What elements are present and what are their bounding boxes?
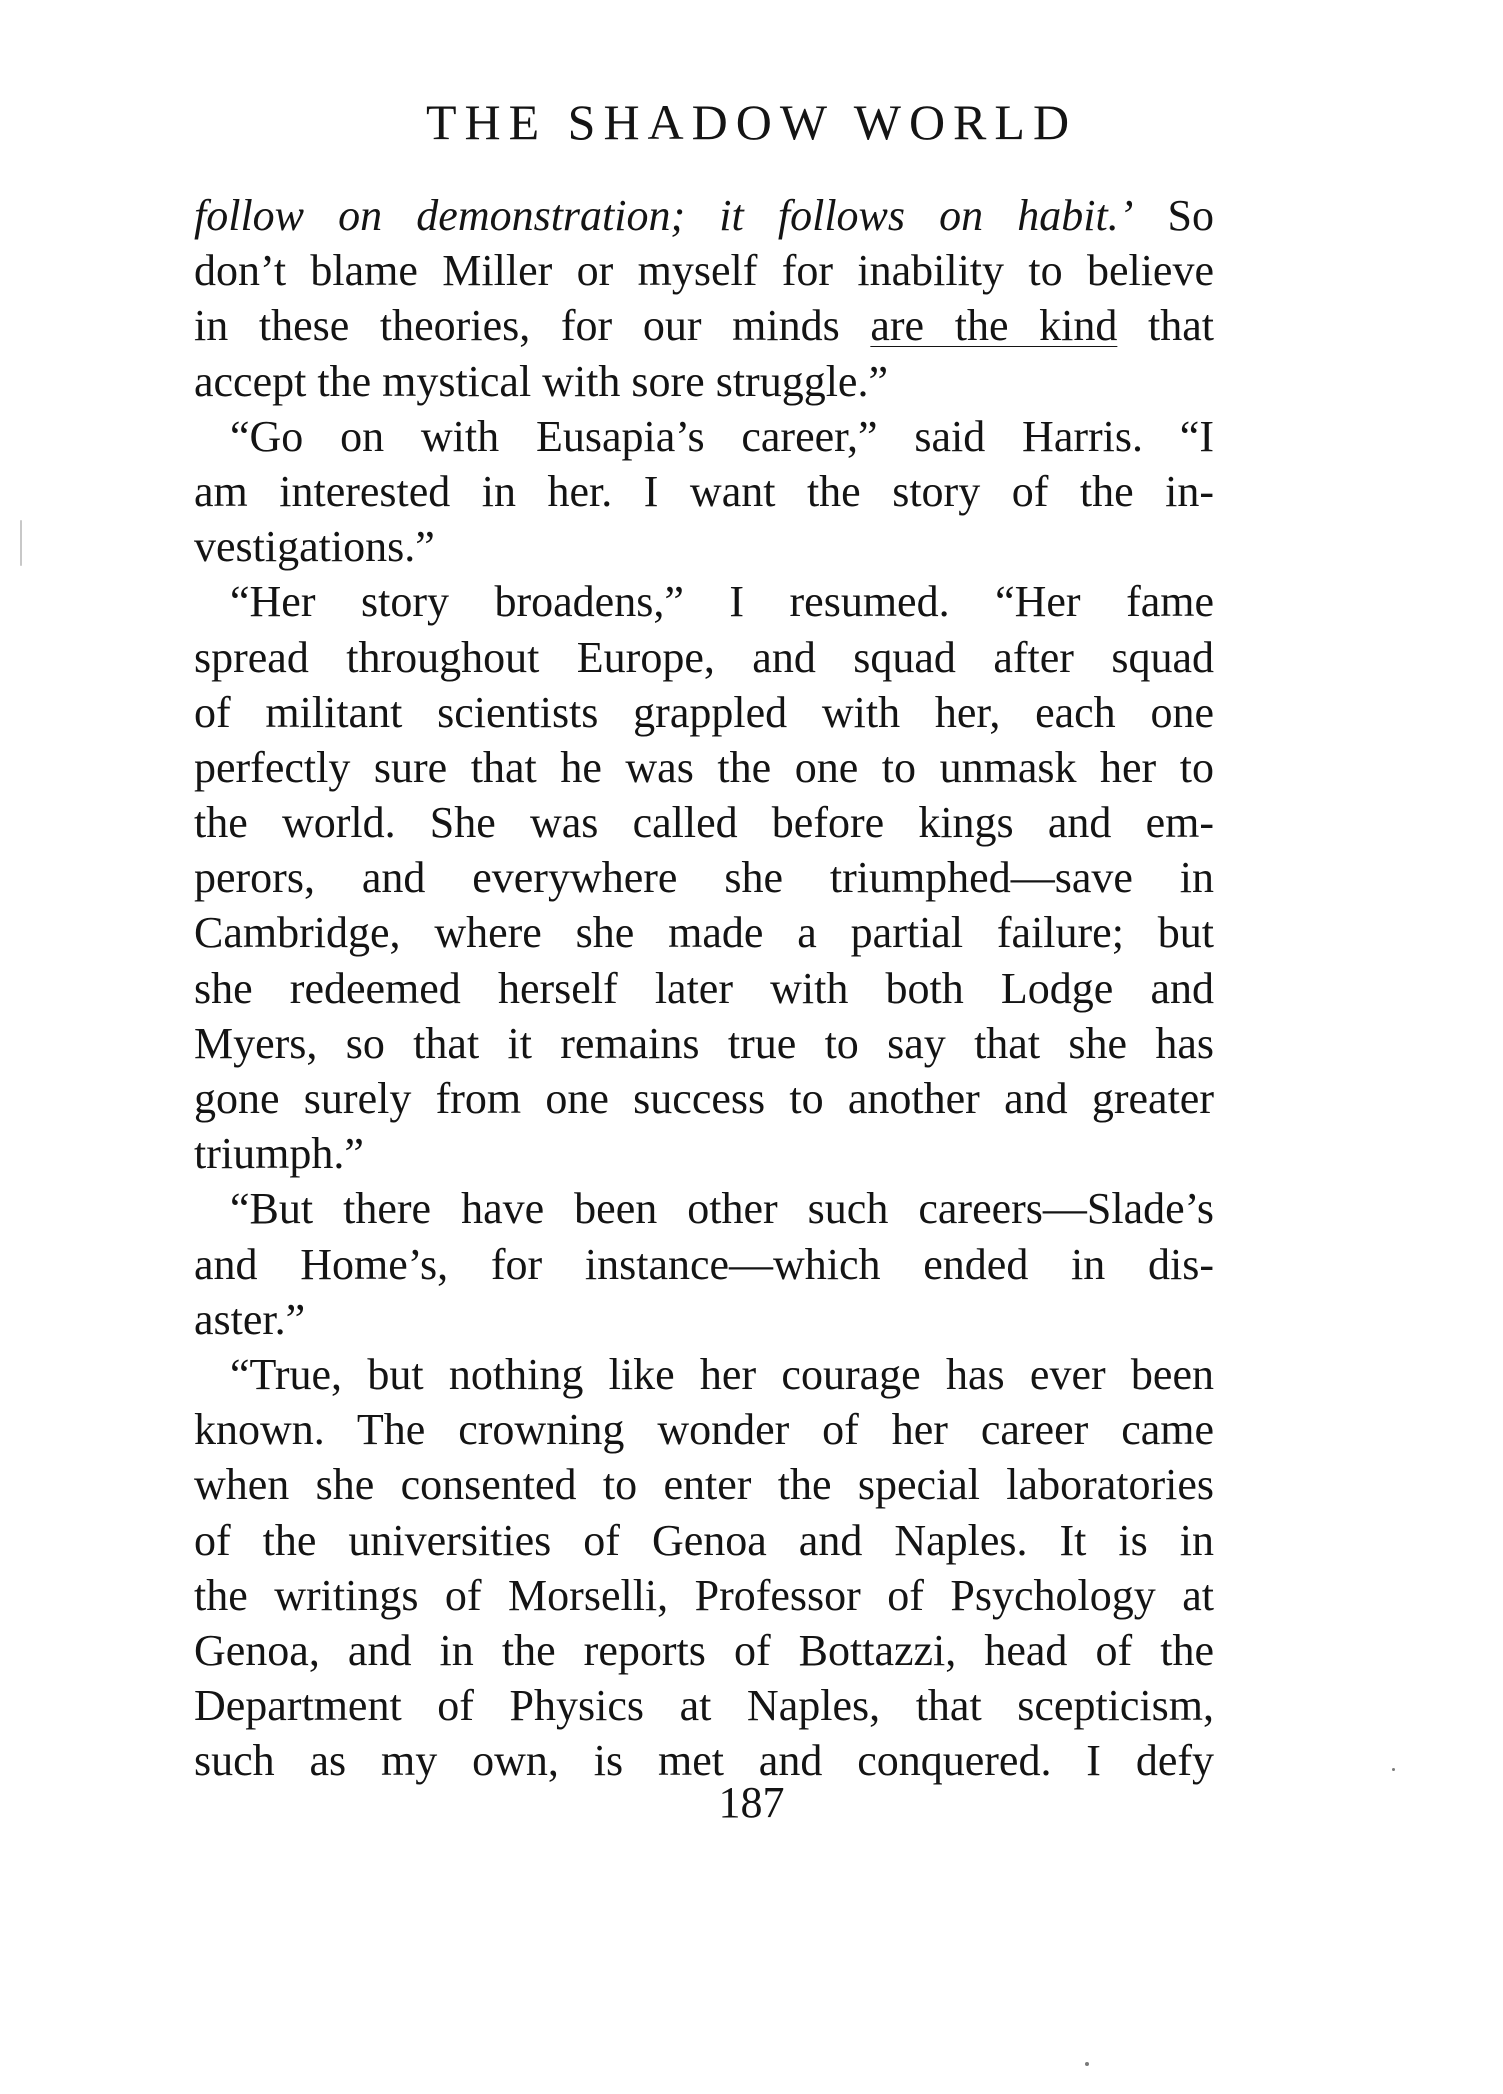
text-line: of militant scientists grappled with her, each one — [194, 687, 1214, 737]
text-line: Myers, so that it remains true to say that she has — [194, 1018, 1214, 1068]
scan-speck — [1085, 2062, 1089, 2066]
text-line: am interested in her. I want the story of the in- — [194, 466, 1214, 516]
text-line: triumph.” — [194, 1129, 364, 1179]
paragraph-first-line: “But there have been other such careers—Slade’s — [230, 1184, 1214, 1234]
text-line: perors, and everywhere she triumphed—save in — [194, 853, 1214, 903]
text-line: perfectly sure that he was the one to unmask her to — [194, 742, 1214, 792]
text-fragment: So — [1133, 191, 1214, 240]
text-line — [194, 298, 1214, 353]
paragraph-first-line: “Her story broadens,” I resumed. “Her fame — [230, 577, 1214, 627]
underlined-phrase: are the kind — [870, 301, 1118, 351]
paragraph-first-line: “Go on with Eusapia’s career,” said Harris. “I — [230, 411, 1214, 461]
text-line: such as my own, is met and conquered. I defy — [194, 1736, 1214, 1786]
text-line — [194, 188, 1214, 243]
text-line: aster.” — [194, 1294, 306, 1344]
text-line: vestigations.” — [194, 522, 435, 572]
page-number: 187 — [718, 1778, 785, 1827]
text-line: Department of Physics at Naples, that scepticism, — [194, 1681, 1214, 1731]
text-line: spread throughout Europe, and squad after squad — [194, 632, 1214, 682]
text-line: the world. She was called before kings and em- — [194, 798, 1214, 848]
text-line: Genoa, and in the reports of Bottazzi, head of the — [194, 1625, 1214, 1675]
text-line: gone surely from one success to another and greater — [194, 1074, 1214, 1123]
text-line: don’t blame Miller or myself for inability to believe — [194, 246, 1214, 296]
scan-speck — [1392, 1768, 1395, 1771]
text-line: the writings of Morselli, Professor of Psychology at — [194, 1570, 1214, 1620]
text-line: Cambridge, where she made a partial failure; but — [194, 908, 1214, 958]
text-line: when she consented to enter the special laboratories — [194, 1460, 1214, 1510]
text-fragment: that — [1117, 301, 1214, 351]
body-text — [194, 188, 1214, 1788]
text-line: of the universities of Genoa and Naples. It is in — [194, 1515, 1214, 1565]
text-line: accept the mystical with sore struggle.” — [194, 356, 888, 406]
text-line: known. The crowning wonder of her career came — [194, 1405, 1214, 1455]
text-line: she redeemed herself later with both Lodge and — [194, 963, 1214, 1013]
italic-quotation: follow on demonstration; it follows on habit.’ — [194, 191, 1134, 240]
text-fragment: in these theories, for our minds — [194, 301, 871, 351]
text-line: and Home’s, for instance—which ended in dis- — [194, 1239, 1214, 1289]
paragraph-first-line: “True, but nothing like her courage has ever been — [230, 1349, 1214, 1399]
scan-speck — [20, 520, 22, 566]
running-head-title: THE SHADOW WORLD — [425, 94, 1078, 150]
